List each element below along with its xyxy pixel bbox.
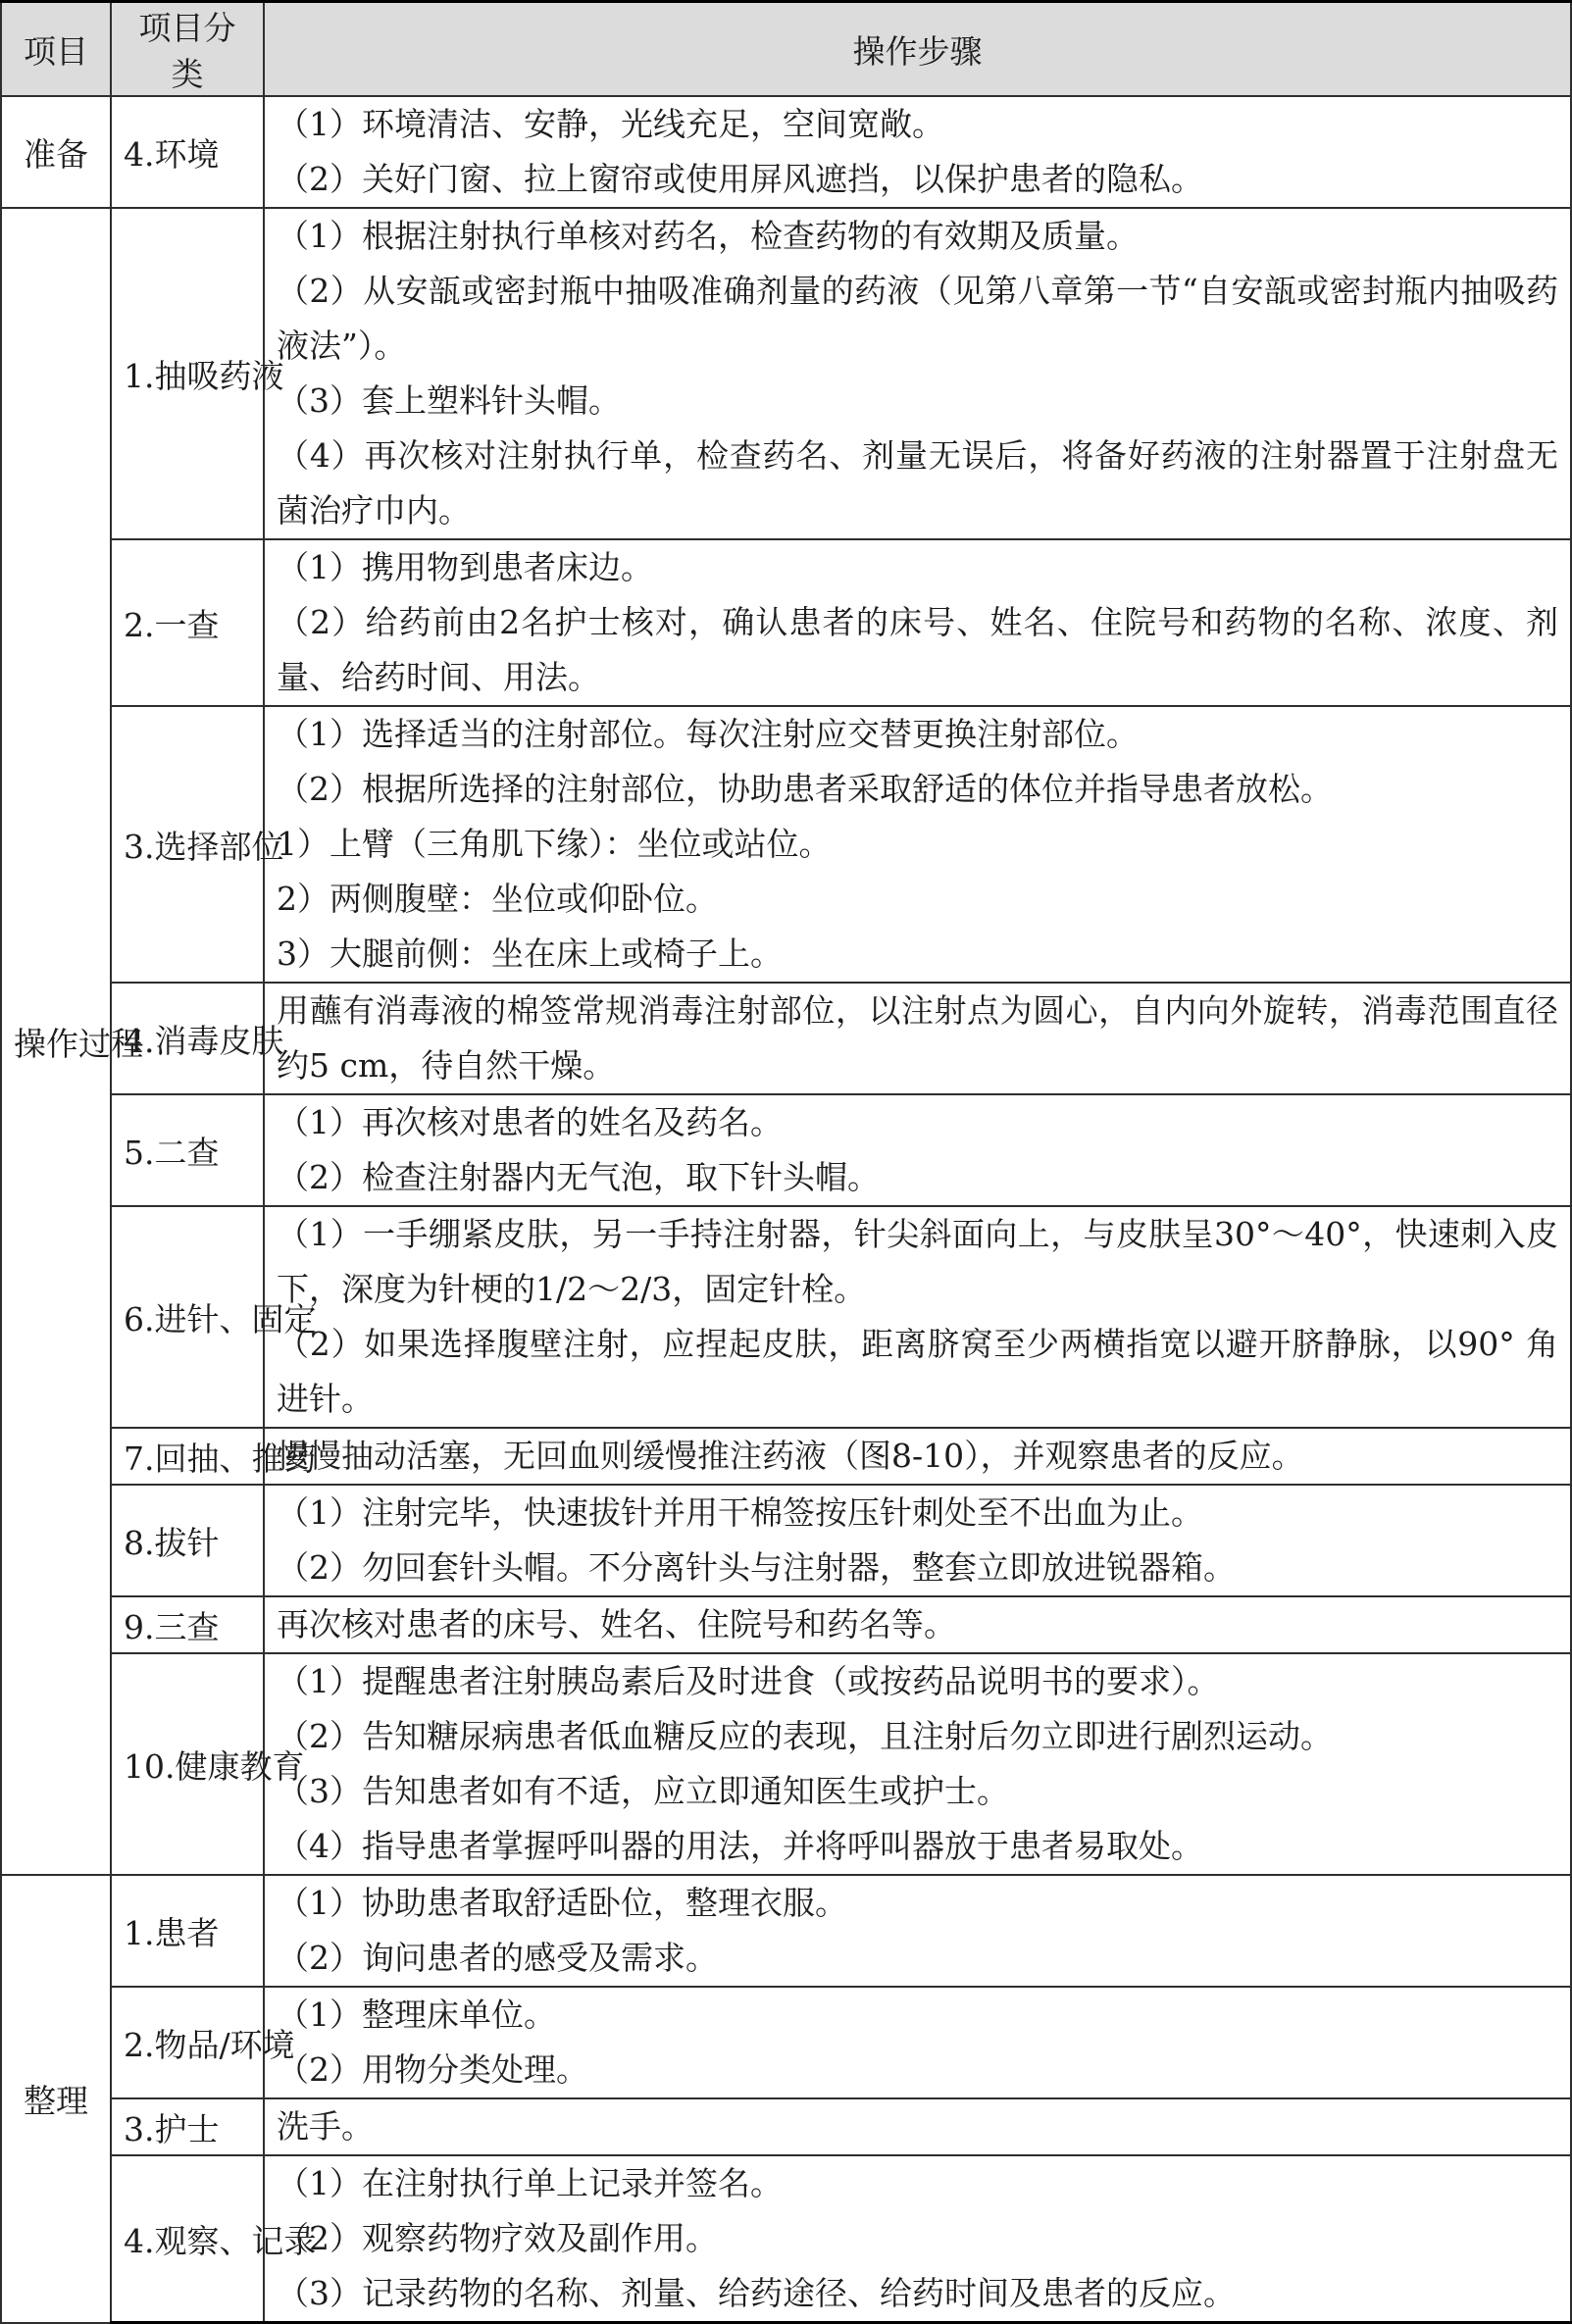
steps-cell	[264, 2155, 1571, 2323]
category-cell: 1.患者	[111, 1875, 264, 1987]
category-cell: 4.观察、记录	[111, 2155, 264, 2323]
table-row	[1, 1428, 1571, 1485]
step-line: （3）告知患者如有不适，应立即通知医生或护士。	[277, 1772, 1009, 1810]
step-line: （2）检查注射器内无气泡，取下针头帽。	[277, 1158, 880, 1196]
category-cell: 4.环境	[111, 96, 264, 208]
table-row	[1, 539, 1571, 706]
category-cell: 9.三查	[111, 1596, 264, 1653]
category-cell: 2.一查	[111, 539, 264, 706]
table-row	[1, 1485, 1571, 1596]
steps-cell	[264, 539, 1571, 706]
steps-cell	[264, 1653, 1571, 1875]
step-line: （1）环境清洁、安静，光线充足，空间宽敞。	[277, 105, 944, 143]
category-cell: 10.健康教育	[111, 1653, 264, 1875]
step-line: 洗手。	[277, 2107, 374, 2146]
category-cell: 4.消毒皮肤	[111, 983, 264, 1094]
category-cell: 3.护士	[111, 2098, 264, 2155]
steps-cell	[264, 1987, 1571, 2098]
step-line: （2）观察药物疗效及副作用。	[277, 2219, 718, 2257]
step-line: 再次核对患者的床号、姓名、住院号和药名等。	[277, 1605, 956, 1643]
step-line: （4）指导患者掌握呼叫器的用法，并将呼叫器放于患者易取处。	[277, 1827, 1203, 1865]
step-line: （2）询问患者的感受及需求。	[277, 1939, 718, 1977]
step-line: （2）根据所选择的注射部位，协助患者采取舒适的体位并指导患者放松。	[277, 770, 1333, 808]
step-line: （1）根据注射执行单核对药名，检查药物的有效期及质量。	[277, 217, 1139, 255]
step-line: （1）在注射执行单上记录并签名。	[277, 2164, 783, 2202]
steps-cell	[264, 1094, 1571, 1206]
step-line: 用蘸有消毒液的棉签常规消毒注射部位，以注射点为圆心，自内向外旋转，消毒范围直径约5 cm，待自然干燥。	[277, 991, 1558, 1085]
steps-cell	[264, 208, 1571, 539]
step-line: （3）套上塑料针头帽。	[277, 381, 621, 420]
steps-cell	[264, 1206, 1571, 1428]
table-row	[1, 1206, 1571, 1428]
category-cell: 5.二查	[111, 1094, 264, 1206]
item-cell: 准备	[1, 96, 111, 208]
step-line: （2）勿回套针头帽。不分离针头与注射器，整套立即放进锐器箱。	[277, 1548, 1236, 1587]
step-line: 1）上臂（三角肌下缘）：坐位或站位。	[277, 825, 832, 863]
header-row	[1, 2, 1571, 97]
steps-cell	[264, 1485, 1571, 1596]
step-line: 3）大腿前侧：坐在床上或椅子上。	[277, 935, 783, 973]
step-line: （1）再次核对患者的姓名及药名。	[277, 1103, 783, 1141]
steps-cell	[264, 1875, 1571, 1987]
step-line: （1）一手绷紧皮肤，另一手持注射器，针尖斜面向上，与皮肤呈30°～40°，快速刺入皮下，深度为针梗的1/2～2/3，固定针栓。	[277, 1215, 1558, 1308]
step-line: （1）选择适当的注射部位。每次注射应交替更换注射部位。	[277, 715, 1139, 753]
step-line: （2）用物分类处理。	[277, 2050, 588, 2089]
table-row	[1, 706, 1571, 983]
table-row	[1, 2098, 1571, 2155]
step-line: （2）如果选择腹壁注射，应捏起皮肤，距离脐窝至少两横指宽以避开脐静脉，以90° 角进针。	[277, 1325, 1558, 1418]
table-row	[1, 1653, 1571, 1875]
item-cell: 整理	[1, 1875, 111, 2323]
step-line: 慢慢抽动活塞，无回血则缓慢推注药液（图8-10），并观察患者的反应。	[277, 1437, 1304, 1475]
steps-cell	[264, 1596, 1571, 1653]
category-cell: 1.抽吸药液	[111, 208, 264, 539]
category-cell: 7.回抽、推药	[111, 1428, 264, 1485]
step-line: （3）记录药物的名称、剂量、给药途径、给药时间及患者的反应。	[277, 2274, 1236, 2312]
table-row	[1, 1875, 1571, 1987]
table-row	[1, 208, 1571, 539]
table-row	[1, 96, 1571, 208]
step-line: （1）整理床单位。	[277, 1996, 556, 2034]
item-cell: 操作过程	[1, 208, 111, 1875]
steps-cell	[264, 983, 1571, 1094]
step-line: （1）携用物到患者床边。	[277, 548, 653, 586]
step-line: （1）注射完毕，快速拔针并用干棉签按压针刺处至不出血为止。	[277, 1493, 1203, 1532]
step-line: （2）给药前由2名护士核对，确认患者的床号、姓名、住院号和药物的名称、浓度、剂量、给药时间、用法。	[277, 603, 1558, 696]
steps-cell	[264, 1428, 1571, 1485]
step-line: （2）关好门窗、拉上窗帘或使用屏风遮挡，以保护患者的隐私。	[277, 160, 1203, 198]
table-row	[1, 1596, 1571, 1653]
table-row	[1, 983, 1571, 1094]
steps-cell	[264, 706, 1571, 983]
table-row	[1, 1987, 1571, 2098]
table-row	[1, 2155, 1571, 2323]
step-line: （1）协助患者取舒适卧位，整理衣服。	[277, 1884, 847, 1922]
step-line: （1）提醒患者注射胰岛素后及时进食（或按药品说明书的要求）。	[277, 1662, 1220, 1700]
category-cell: 2.物品/环境	[111, 1987, 264, 2098]
header-item: 项目	[1, 2, 111, 97]
table-row	[1, 1094, 1571, 1206]
category-cell: 6.进针、固定	[111, 1206, 264, 1428]
table-body	[1, 96, 1571, 2323]
category-cell: 3.选择部位	[111, 706, 264, 983]
step-line: 2）两侧腹壁：坐位或仰卧位。	[277, 880, 718, 918]
step-line: （4）再次核对注射执行单，检查药名、剂量无误后，将备好药液的注射器置于注射盘无菌治疗巾内。	[277, 436, 1558, 530]
header-category: 项目分类	[111, 2, 264, 97]
category-cell: 8.拔针	[111, 1485, 264, 1596]
header-steps: 操作步骤	[264, 2, 1571, 97]
step-line: （2）从安瓿或密封瓶中抽吸准确剂量的药液（见第八章第一节“自安瓿或密封瓶内抽吸药液法”）。	[277, 272, 1558, 365]
steps-cell	[264, 2098, 1571, 2155]
step-line: （2）告知糖尿病患者低血糖反应的表现，且注射后勿立即进行剧烈运动。	[277, 1717, 1333, 1755]
steps-cell	[264, 96, 1571, 208]
